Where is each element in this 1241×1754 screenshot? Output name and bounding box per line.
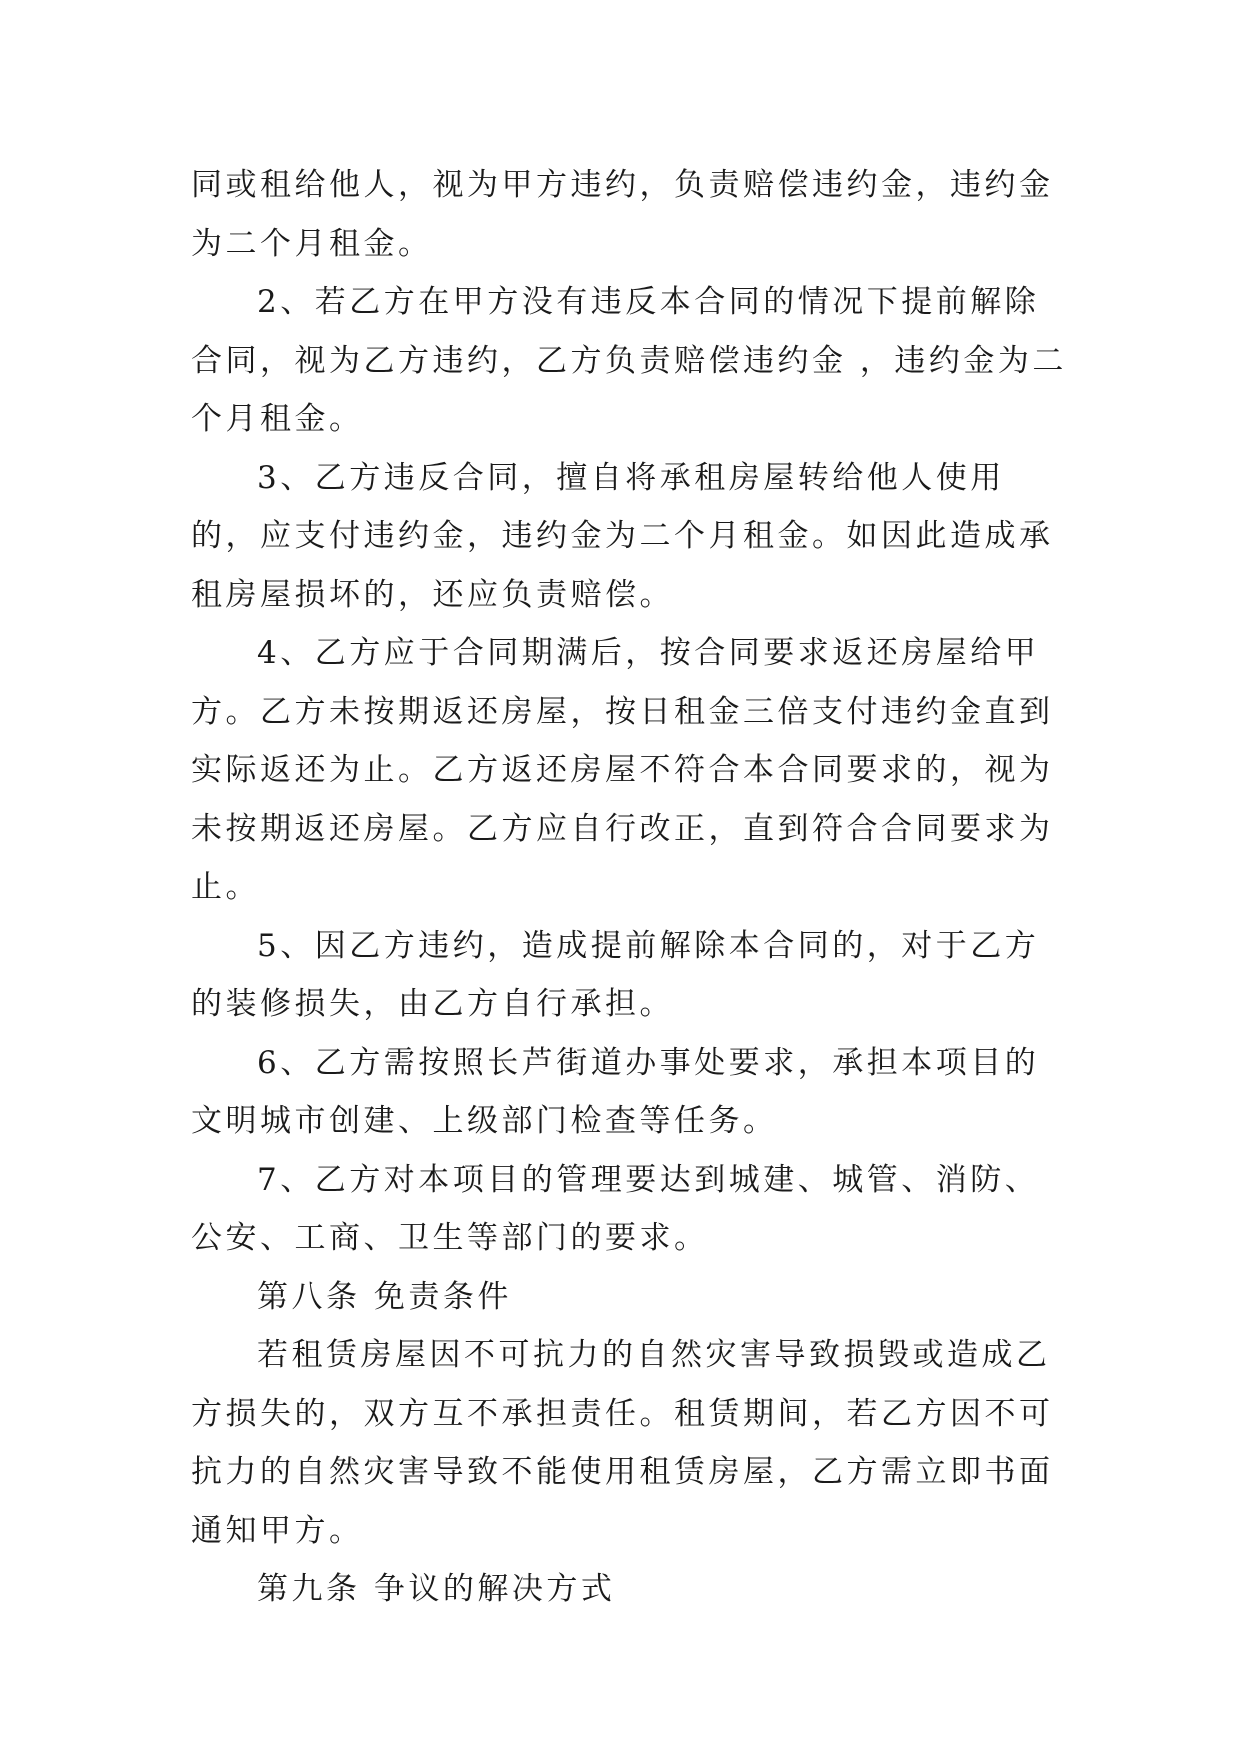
clause-4: 4、乙方应于合同期满后，按合同要求返还房屋给甲方。乙方未按期返还房屋，按日租金三倍支付违约金直到实际返还为止。乙方返还房屋不符合本合同要求的，视为未按期返还房屋。乙方应自行改正，直到符合合同要求为止。 bbox=[191, 635, 1054, 905]
article-8-body: 若租赁房屋因不可抗力的自然灾害导致损毁或造成乙方损失的，双方互不承担责任。租赁期间，若乙方因不可抗力的自然灾害导致不能使用租赁房屋，乙方需立即书面通知甲方。 bbox=[191, 1337, 1054, 1549]
article-9-heading: 第九条 争议的解决方式 bbox=[257, 1571, 616, 1607]
clause-5: 5、因乙方违约，造成提前解除本合同的，对于乙方的装修损失，由乙方自行承担。 bbox=[191, 927, 1040, 1022]
paragraph-continuation: 同或租给他人，视为甲方违约，负责赔偿违约金，违约金为二个月租金。 bbox=[191, 167, 1054, 262]
clause-6: 6、乙方需按照长芦街道办事处要求，承担本项目的文明城市创建、上级部门检查等任务。 bbox=[191, 1044, 1040, 1139]
clause-7: 7、乙方对本项目的管理要达到城建、城管、消防、公安、工商、卫生等部门的要求。 bbox=[191, 1161, 1040, 1256]
document-body bbox=[191, 156, 1071, 1619]
clause-2: 2、若乙方在甲方没有违反本合同的情况下提前解除合同，视为乙方违约，乙方负责赔偿违约金 ，违约金为二个月租金。 bbox=[191, 284, 1067, 437]
clause-3: 3、乙方违反合同，擅自将承租房屋转给他人使用的，应支付违约金，违约金为二个月租金。如因此造成承租房屋损坏的，还应负责赔偿。 bbox=[191, 459, 1054, 613]
article-8-heading: 第八条 免责条件 bbox=[257, 1278, 512, 1315]
